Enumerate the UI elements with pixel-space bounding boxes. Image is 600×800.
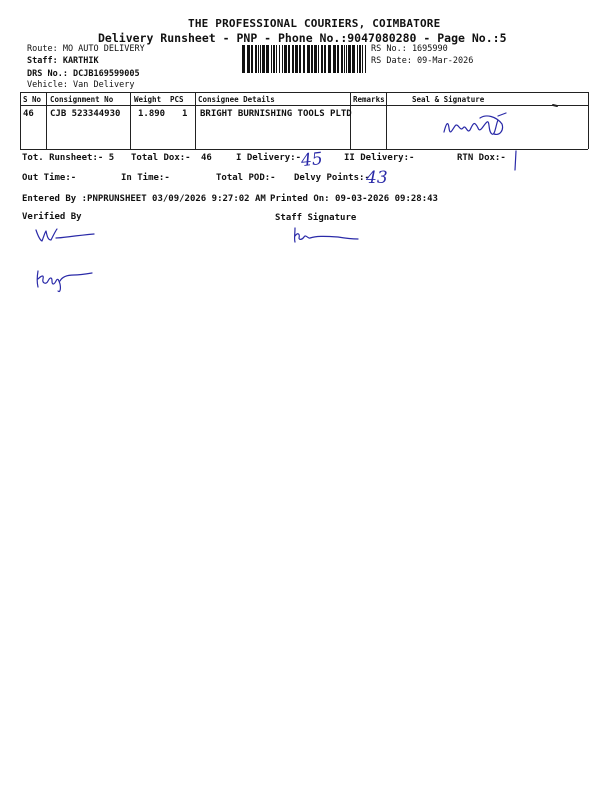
- rtn-dox-label: RTN Dox:-: [457, 153, 506, 163]
- barcode-bar: [365, 45, 366, 73]
- col-header-pcs: PCS: [170, 95, 184, 104]
- barcode-bar: [328, 45, 331, 73]
- barcode-bar: [341, 45, 343, 73]
- total-pod: Total POD:-: [216, 173, 276, 183]
- barcode-bar: [276, 45, 277, 73]
- row-pcs: 1: [182, 109, 188, 119]
- extra-signature: [34, 263, 99, 293]
- barcode-bar: [271, 45, 272, 73]
- rtn-dox-mark: [513, 150, 519, 172]
- barcode-bar: [288, 45, 290, 73]
- barcode-bar: [260, 45, 261, 73]
- barcode-bar: [311, 45, 313, 73]
- i-delivery-label: I Delivery:-: [236, 153, 302, 163]
- delvy-points-label: Delvy Points:-: [294, 173, 370, 183]
- staff-signature-label: Staff Signature: [275, 213, 357, 223]
- rs-number: RS No.: 1695990: [371, 44, 448, 54]
- barcode-bar: [352, 45, 355, 73]
- barcode-bar: [262, 45, 265, 73]
- barcode-bar: [344, 45, 345, 73]
- i-delivery-handwritten: 45: [300, 148, 324, 172]
- barcode-bar: [357, 45, 358, 73]
- printed-on: Printed On: 09-03-2026 09:28:43: [270, 194, 438, 204]
- out-time: Out Time:-: [22, 173, 77, 183]
- total-dox-label: Total Dox:-: [131, 153, 191, 163]
- barcode-bar: [314, 45, 317, 73]
- barcode-bar: [307, 45, 310, 73]
- staff: Staff: KARTHIK: [27, 56, 99, 66]
- barcode-bar: [266, 45, 269, 73]
- verified-by-signature: [32, 224, 102, 246]
- barcode: [242, 45, 368, 73]
- row-weight: 1.890: [138, 109, 166, 119]
- barcode-bar: [255, 45, 257, 73]
- verified-by-label: Verified By: [22, 212, 82, 222]
- delvy-points-handwritten: 43: [366, 168, 388, 188]
- barcode-bar: [359, 45, 361, 73]
- barcode-bar: [273, 45, 275, 73]
- col-header-remarks: Remarks: [353, 95, 385, 104]
- row-sno: 46: [23, 109, 34, 119]
- col-header-consignment: Consignment No: [50, 95, 114, 104]
- route: Route: MO AUTO DELIVERY: [27, 44, 145, 54]
- barcode-bar: [279, 45, 280, 73]
- barcode-bar: [284, 45, 287, 73]
- barcode-bar: [362, 45, 363, 73]
- barcode-bar: [346, 45, 347, 73]
- row-consignee: BRIGHT BURNISHING TOOLS PLTD: [200, 109, 352, 119]
- barcode-bar: [295, 45, 298, 73]
- col-header-sno: S No: [23, 95, 42, 104]
- barcode-bar: [258, 45, 259, 73]
- barcode-bar: [337, 45, 339, 73]
- barcode-bar: [299, 45, 301, 73]
- col-header-consignee: Consignee Details: [198, 95, 275, 104]
- barcode-bar: [292, 45, 294, 73]
- mark-icon: [552, 102, 560, 108]
- barcode-bar: [321, 45, 323, 73]
- seal-signature-image: [440, 110, 520, 145]
- barcode-bar: [318, 45, 319, 73]
- row-consignment: CJB 523344930: [50, 109, 121, 119]
- barcode-bar: [333, 45, 336, 73]
- staff-signature-image: [290, 226, 365, 246]
- total-dox-value: 46: [201, 153, 212, 163]
- barcode-bar: [251, 45, 253, 73]
- rs-date: RS Date: 09-Mar-2026: [371, 56, 474, 66]
- barcode-bar: [324, 45, 326, 73]
- barcode-bar: [348, 45, 351, 73]
- barcode-bar: [242, 45, 245, 73]
- barcode-bar: [282, 45, 283, 73]
- in-time: In Time:-: [121, 173, 170, 183]
- runsheet-title: Delivery Runsheet - PNP - Phone No.:9047080280 - Page No.:5: [98, 31, 507, 45]
- vehicle: Vehicle: Van Delivery: [27, 80, 135, 90]
- entered-by: Entered By :PNPRUNSHEET 03/09/2026 9:27:02 AM: [22, 194, 266, 204]
- company-name: THE PROFESSIONAL COURIERS, COIMBATORE: [188, 17, 441, 30]
- col-header-weight: Weight: [134, 95, 162, 104]
- ii-delivery-label: II Delivery:-: [344, 153, 415, 163]
- col-header-seal: Seal & Signature: [412, 95, 485, 104]
- drs-number: DRS No.: DCJB169599005: [27, 69, 140, 79]
- barcode-bar: [303, 45, 305, 73]
- tot-runsheet: Tot. Runsheet:- 5: [22, 153, 115, 163]
- barcode-bar: [247, 45, 250, 73]
